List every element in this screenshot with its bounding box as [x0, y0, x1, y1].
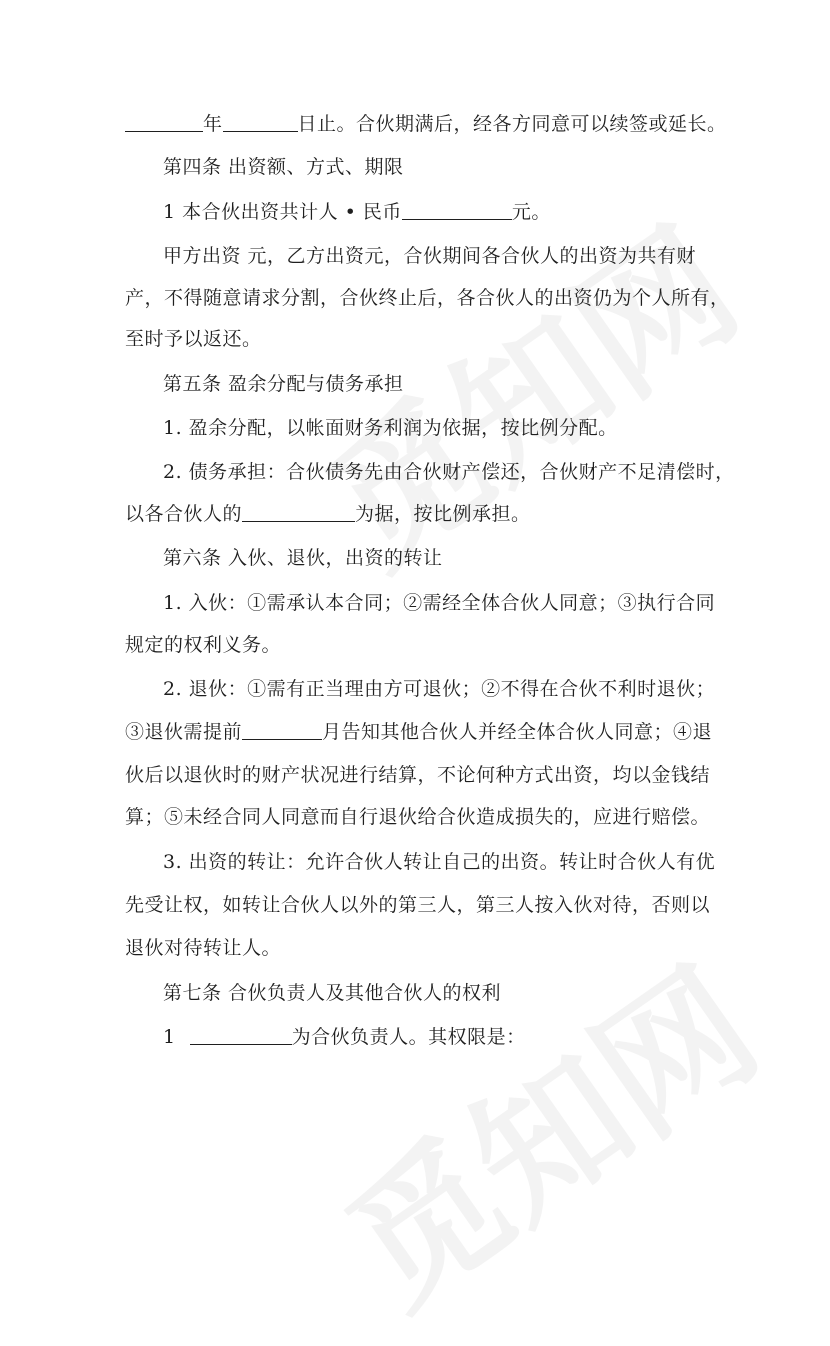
paragraph-line: 1. 盈余分配，以帐面财务利润为依据，按比例分配。 [163, 417, 618, 439]
line-text: 日止。合伙期满后，经各方同意可以续签或延长。 [297, 113, 727, 135]
fill-blank [402, 201, 512, 220]
paragraph-line [125, 720, 725, 744]
paragraph-line: 甲方出资 元，乙方出资元，合伙期间各合伙人的出资为共有财 [163, 245, 697, 267]
fill-blank [242, 503, 355, 522]
paragraph-line [125, 112, 725, 136]
paragraph-line: 伙后以退伙时的财产状况进行结算，不论何种方式出资，均以金钱结 [125, 764, 711, 786]
paragraph-line: 产，不得随意请求分割，合伙终止后，各合伙人的出资仍为个人所有， [125, 287, 730, 309]
line-text: 元。 [511, 201, 551, 223]
paragraph-line: 先受让权，如转让合伙人以外的第三人，第三人按入伙对待，否则以 [125, 894, 711, 916]
paragraph-line: 算；⑤未经合同人同意而自行退伙给合伙造成损失的，应进行赔偿。 [125, 806, 711, 828]
paragraph-line: 至时予以返还。 [125, 328, 262, 350]
article-heading: 第五条 盈余分配与债务承担 [163, 373, 404, 395]
watermark [299, 910, 792, 1345]
line-text: 月告知其他合伙人并经全体合伙人同意；④退 [322, 721, 713, 743]
fill-blank [223, 113, 298, 132]
fill-blank [190, 1026, 292, 1045]
line-text: ③退伙需提前 [125, 721, 243, 743]
paragraph-line: 3. 出资的转让：允许合伙人转让自己的出资。转让时合伙人有优 [163, 851, 716, 873]
paragraph-line [163, 200, 763, 224]
article-heading: 第七条 合伙负责人及其他合伙人的权利 [163, 982, 502, 1004]
fill-blank [125, 113, 203, 132]
paragraph-line: 1. 入伙：①需承认本合同；②需经全体合伙人同意；③执行合同 [163, 592, 716, 614]
article-heading: 第四条 出资额、方式、期限 [163, 156, 404, 178]
paragraph-line: 退伙对待转让人。 [125, 937, 282, 959]
line-text: 1 [163, 1026, 176, 1048]
paragraph-line [163, 1025, 763, 1049]
line-text: 1 本合伙出资共计人 • 民币 [163, 201, 402, 223]
line-text: 以各合伙人的 [125, 503, 243, 525]
article-heading: 第六条 入伙、退伙，出资的转让 [163, 547, 443, 569]
paragraph-line [125, 502, 725, 526]
line-text: 为据，按比例承担。 [355, 503, 531, 525]
line-text: 为合伙负责人。其权限是： [291, 1026, 526, 1048]
paragraph-line: 2. 退伙：①需有正当理由方可退伙；②不得在合伙不利时退伙； [163, 678, 716, 700]
line-text: 年 [203, 113, 223, 135]
paragraph-line: 规定的权利义务。 [125, 634, 282, 656]
fill-blank [242, 721, 322, 740]
paragraph-line: 2. 债务承担：合伙债务先由合伙财产偿还，合伙财产不足清偿时， [163, 461, 735, 483]
